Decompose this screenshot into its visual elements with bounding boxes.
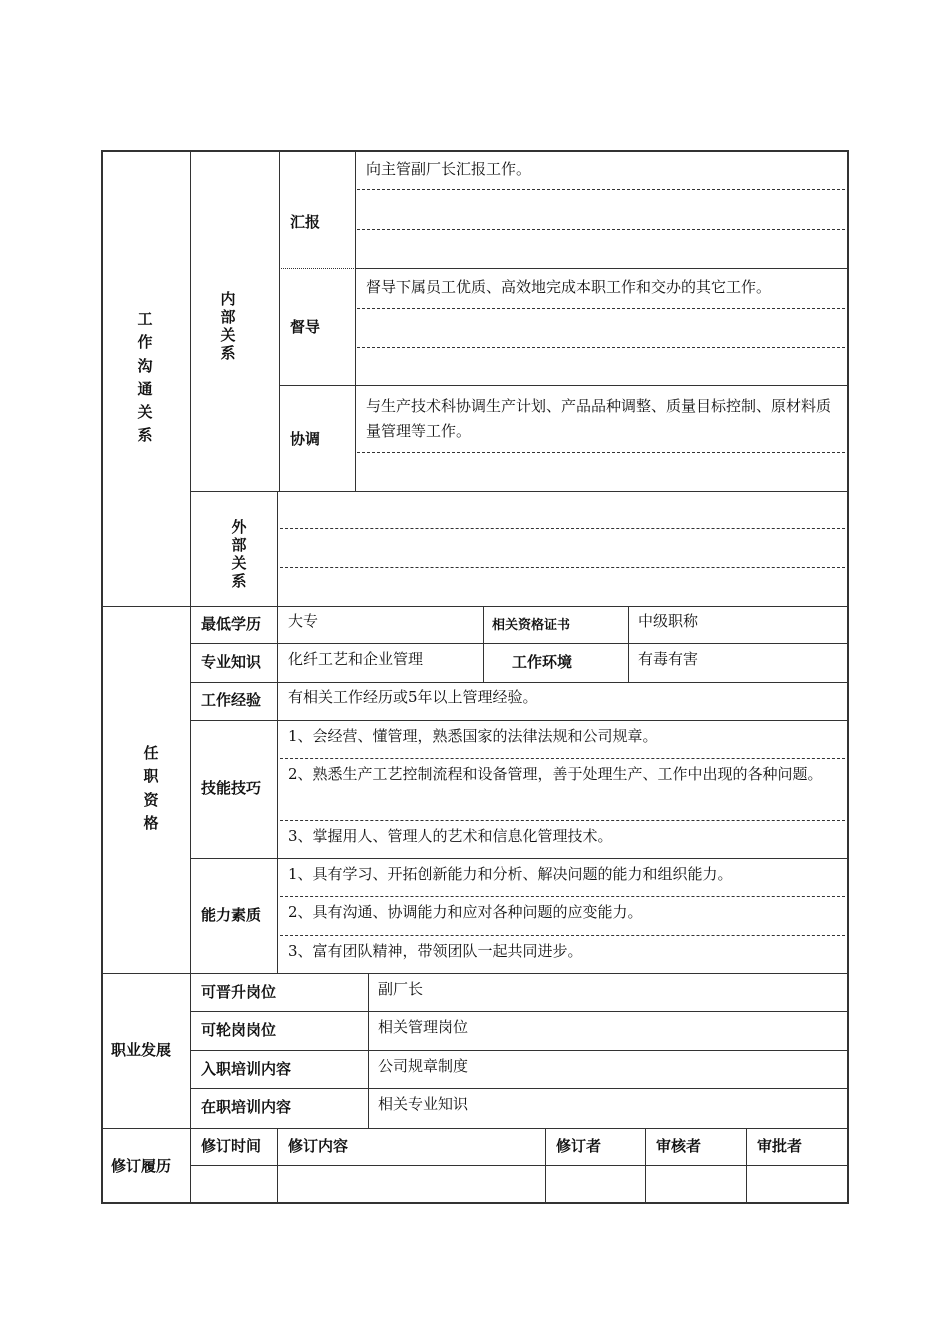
- skills-label: 技能技巧: [201, 779, 262, 797]
- revision-header-reviewer: 审核者: [656, 1137, 702, 1155]
- revision-header-reviser: 修订者: [556, 1137, 602, 1155]
- grid-line: [103, 1128, 847, 1129]
- grid-line: [190, 643, 847, 644]
- abilities-label: 能力素质: [201, 906, 262, 924]
- grid-line: [190, 1050, 847, 1051]
- separator: [280, 758, 845, 759]
- knowledge-label: 专业知识: [201, 653, 262, 671]
- certificate-label: 相关资格证书: [492, 618, 571, 633]
- external-relations-label: 外部关系: [231, 518, 247, 590]
- separator: [280, 935, 845, 936]
- ability-item: 3、富有团队精神，带领团队一起共同进步。: [288, 942, 583, 960]
- grid-line: [190, 491, 847, 492]
- separator: [280, 896, 845, 897]
- grid-line: [279, 385, 847, 386]
- grid-line: [190, 1165, 847, 1166]
- grid-line: [355, 152, 356, 491]
- on-job-training-label: 在职培训内容: [201, 1098, 292, 1116]
- skill-item: 3、掌握用人、管理人的艺术和信息化管理技术。: [288, 827, 613, 845]
- certificate-value: 中级职称: [638, 612, 699, 630]
- experience-label: 工作经验: [201, 691, 262, 709]
- separator: [355, 268, 847, 269]
- knowledge-value: 化纤工艺和企业管理: [288, 650, 424, 668]
- grid-line: [103, 606, 847, 607]
- rotation-value: 相关管理岗位: [378, 1018, 469, 1036]
- separator: [280, 528, 845, 529]
- communication-section-label: 工作沟通关系: [137, 310, 153, 445]
- revision-header-time: 修订时间: [201, 1137, 262, 1155]
- separator: [357, 229, 845, 230]
- coordinate-text: 与生产技术科协调生产计划、产品品种调整、质量目标控制、原材料质量管理等工作。: [366, 397, 832, 440]
- onboarding-training-label: 入职培训内容: [201, 1060, 292, 1078]
- supervise-text: 督导下属员工优质、高效地完成本职工作和交办的其它工作。: [366, 278, 772, 296]
- grid-line: [190, 682, 847, 683]
- separator: [281, 268, 354, 269]
- environment-label: 工作环境: [512, 653, 573, 671]
- separator: [280, 567, 845, 568]
- promotion-label: 可晋升岗位: [201, 983, 277, 1001]
- environment-value: 有毒有害: [638, 650, 699, 668]
- separator: [357, 452, 845, 453]
- separator: [357, 189, 845, 190]
- internal-relations-label: 内部关系: [220, 290, 236, 362]
- revision-section-label: 修订履历: [111, 1157, 172, 1175]
- report-label: 汇报: [290, 213, 321, 231]
- onboarding-training-value: 公司规章制度: [378, 1057, 469, 1075]
- ability-item: 2、具有沟通、协调能力和应对各种问题的应变能力。: [288, 903, 643, 921]
- separator: [357, 347, 845, 348]
- experience-value: 有相关工作经历或5年以上管理经验。: [288, 688, 538, 706]
- rotation-label: 可轮岗岗位: [201, 1021, 277, 1039]
- grid-line: [190, 720, 847, 721]
- career-section-label: 职业发展: [111, 1041, 172, 1059]
- grid-line: [277, 606, 278, 973]
- grid-line: [279, 152, 280, 491]
- grid-line: [190, 1011, 847, 1012]
- qualification-section-label: 任职资格: [143, 744, 159, 832]
- grid-line: [483, 606, 484, 682]
- on-job-training-value: 相关专业知识: [378, 1095, 469, 1113]
- grid-line: [628, 606, 629, 682]
- skill-item: 1、会经营、懂管理，熟悉国家的法律法规和公司规章。: [288, 727, 658, 745]
- education-value: 大专: [288, 612, 319, 630]
- revision-header-content: 修订内容: [288, 1137, 349, 1155]
- education-label: 最低学历: [201, 615, 262, 633]
- ability-item: 1、具有学习、开拓创新能力和分析、解决问题的能力和组织能力。: [288, 865, 733, 883]
- promotion-value: 副厂长: [378, 980, 424, 998]
- skill-item: 2、熟悉生产工艺控制流程和设备管理，善于处理生产、工作中出现的各种问题。: [288, 765, 823, 783]
- grid-line: [190, 152, 191, 1203]
- separator: [357, 308, 845, 309]
- grid-line: [190, 858, 847, 859]
- revision-header-approver: 审批者: [757, 1137, 803, 1155]
- grid-line: [277, 491, 278, 606]
- grid-line: [103, 973, 847, 974]
- coordinate-label: 协调: [290, 430, 321, 448]
- supervise-label: 督导: [290, 318, 321, 336]
- grid-line: [190, 1088, 847, 1089]
- separator: [280, 820, 845, 821]
- report-text: 向主管副厂长汇报工作。: [366, 160, 532, 178]
